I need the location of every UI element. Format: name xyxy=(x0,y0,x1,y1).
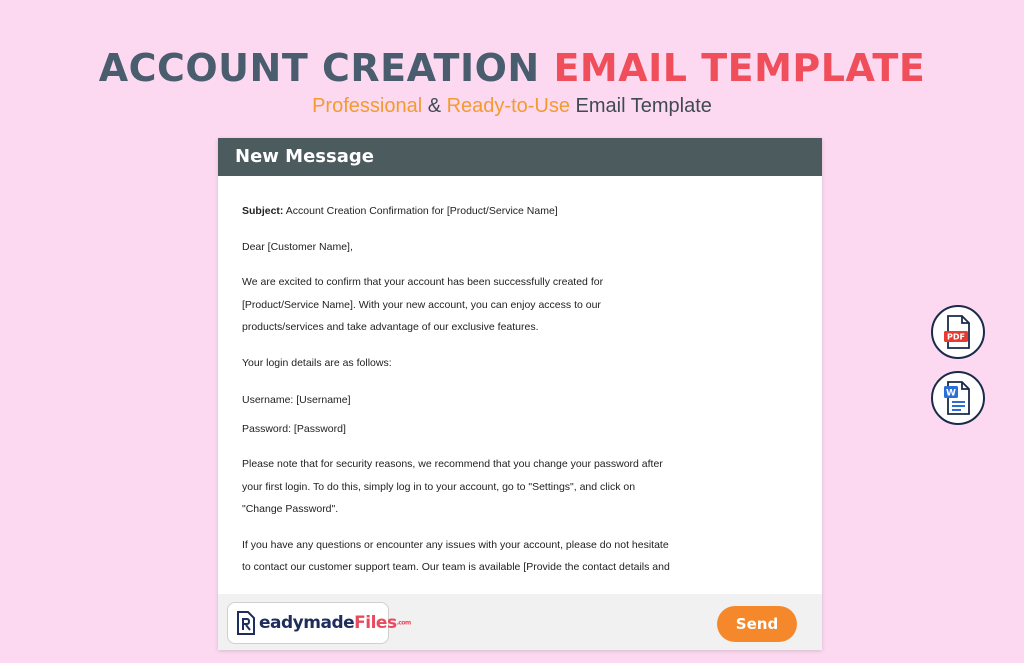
word-file-icon xyxy=(943,381,973,415)
send-button[interactable]: Send xyxy=(717,606,797,642)
username-line: Username: [Username] xyxy=(242,394,351,406)
page-title-part1: ACCOUNT CREATION xyxy=(98,46,540,90)
subject-value: Account Creation Confirmation for [Product/Service Name] xyxy=(283,205,558,217)
paragraph-intro xyxy=(242,271,694,339)
paragraph-support-line: to contact our customer support team. Our team is available [Provide the contact details and xyxy=(242,561,670,573)
compose-footer xyxy=(218,594,822,650)
page-subtitle xyxy=(0,93,1024,119)
pdf-file-icon xyxy=(943,315,973,349)
password-line: Password: [Password] xyxy=(242,422,346,435)
paragraph-security-line: Please note that for security reasons, we recommend that you change your password after xyxy=(242,458,663,470)
greeting: Dear [Customer Name], xyxy=(242,240,353,253)
brand-name-part1: eadymade xyxy=(259,613,355,633)
email-body[interactable] xyxy=(242,200,694,592)
document-r-icon xyxy=(236,611,256,635)
subtitle-ampersand: & xyxy=(422,95,447,117)
paragraph-security xyxy=(242,453,694,521)
subject-line xyxy=(242,200,694,223)
subtitle-email-template: Email Template xyxy=(569,95,712,117)
compose-header: New Message xyxy=(218,138,822,176)
subtitle-ready: Ready-to-Use xyxy=(446,95,570,117)
paragraph-support-line: If you have any questions or encounter any issues with your account, please do not hesitate xyxy=(242,538,669,551)
brand-name-part2: Files xyxy=(354,613,397,633)
paragraph-security-line: "Change Password". xyxy=(242,503,339,515)
readymadefiles-logo[interactable] xyxy=(227,602,411,644)
pdf-label: PDF xyxy=(947,332,965,342)
download-pdf-button[interactable] xyxy=(931,305,985,359)
subtitle-professional: Professional xyxy=(312,95,423,117)
paragraph-intro-line: products/services and take advantage of our exclusive features. xyxy=(242,321,539,333)
paragraph-security-line: your first login. To do this, simply log in to your account, go to "Settings", and click on xyxy=(242,480,636,493)
paragraph-intro-line: [Product/Service Name]. With your new account, you can enjoy access to our xyxy=(242,298,601,311)
subject-label: Subject: xyxy=(242,205,284,217)
brand-name xyxy=(259,613,411,633)
download-word-button[interactable] xyxy=(931,371,985,425)
paragraph-support xyxy=(242,534,694,579)
word-label: W xyxy=(946,388,956,399)
page-title xyxy=(0,46,1024,90)
brand-name-part3: .com xyxy=(396,619,411,627)
page-title-part2: EMAIL TEMPLATE xyxy=(553,46,926,90)
compose-window xyxy=(218,138,822,650)
paragraph-intro-line: We are excited to confirm that your account has been successfully created for xyxy=(242,276,604,288)
login-intro: Your login details are as follows: xyxy=(242,356,392,369)
